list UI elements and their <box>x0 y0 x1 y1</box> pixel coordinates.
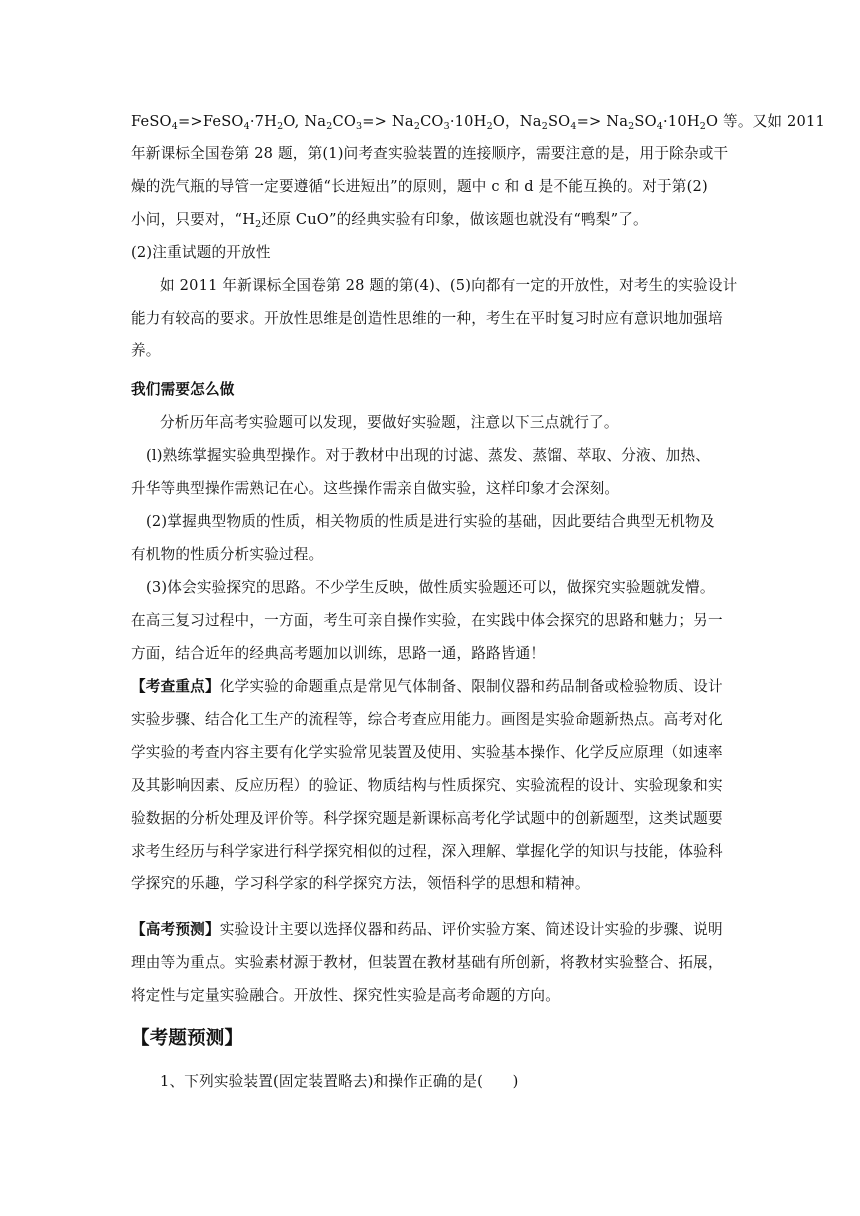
list-item-continuation: 方面，结合近年的经典高考题加以训练，思路一通，路路皆通！ <box>131 645 546 662</box>
forecast-paragraph: 【高考预测】实验设计主要以选择仪器和药品、评价实验方案、简述设计实验的步骤、说明 <box>131 921 723 938</box>
list-item-continuation: 有机物的性质分析实验过程。 <box>131 546 324 563</box>
forecast-label: 【高考预测】 <box>131 921 220 938</box>
subheading: (2)注重试题的开放性 <box>131 244 271 261</box>
paragraph-line: 养。 <box>131 342 161 359</box>
list-item-continuation: 升华等典型操作需熟记在心。这些操作需亲自做实验，这样印象才会深刻。 <box>131 480 620 497</box>
paragraph-line: 理由等为重点。实验素材源于教材，但装置在教材基础有所创新，将教材实验整合、拓展， <box>131 954 723 971</box>
paragraph-line: 实验步骤、结合化工生产的流程等，综合考查应用能力。画图是实验命题新热点。高考对化 <box>131 711 723 728</box>
focus-label: 【考查重点】 <box>131 678 220 695</box>
paragraph-line: 验数据的分析处理及评价等。科学探究题是新课标高考化学试题中的创新题型，这类试题要 <box>131 810 723 827</box>
question-1: 1、下列实验装置(固定装置略去)和操作正确的是( ) <box>160 1073 519 1090</box>
paragraph-line: 年新课标全国卷第 28 题，第(1)问考查实验装置的连接顺序，需要注意的是，用于除杂或干 <box>131 145 729 162</box>
list-item-continuation: 在高三复习过程中，一方面，考生可亲自操作实验，在实践中体会探究的思路和魅力；另一 <box>131 612 723 629</box>
paragraph-line: 小问，只要对，“$H_2$还原 CuO”的经典实验有印象，做该题也就没有“鸭梨”了。 <box>131 211 648 230</box>
paragraph-line: 燥的洗气瓶的导管一定要遵循“长进短出”的原则，题中 c 和 d 是不能互换的。对于第(2) <box>131 178 708 195</box>
list-item: (l)熟练掌握实验典型操作。对于教材中出现的讨滤、蒸发、蒸馏、萃取、分液、加热、 <box>146 447 711 464</box>
list-item: (3)体会实验探究的思路。不少学生反映，做性质实验题还可以，做探究实验题就发懵。 <box>146 579 715 596</box>
section-heading: 我们需要怎么做 <box>131 381 235 398</box>
paragraph-line: 求考生经历与科学家进行科学探究相似的过程，深入理解、掌握化学的知识与技能，体验科 <box>131 843 723 860</box>
paragraph-line: 分析历年高考实验题可以发现，要做好实验题，注意以下三点就行了。 <box>160 414 619 431</box>
paragraph-line: 如 2011 年新课标全国卷第 28 题的第(4)、(5)向都有一定的开放性，对考生的实验设计 <box>160 277 738 294</box>
formula-line: $FeSO_4=>FeSO_4\cdot 7H_2O$, $Na_2CO_3=> Na_2CO_3\cdot 10H_2O$，$Na_2SO_4=> Na_2SO_4\cdot 10H_2O$ 等。又如 2011 <box>131 113 825 132</box>
paragraph-line: 及其影响因素、反应历程）的验证、物质结构与性质探究、实验流程的设计、实验现象和实 <box>131 777 723 794</box>
paragraph-line: 学探究的乐趣，学习科学家的科学探究方法，领悟科学的思想和精神。 <box>131 875 590 892</box>
paragraph-line: 学实验的考查内容主要有化学实验常见装置及使用、实验基本操作、化学反应原理（如速率 <box>131 744 723 761</box>
list-item: (2)掌握典型物质的性质，相关物质的性质是进行实验的基础，因此要结合典型无机物及 <box>146 513 715 530</box>
focus-paragraph: 【考查重点】化学实验的命题重点是常见气体制备、限制仪器和药品制备或检验物质、设计 <box>131 678 723 695</box>
section-title: 【考题预测】 <box>131 1028 244 1049</box>
paragraph-line: 将定性与定量实验融合。开放性、探究性实验是高考命题的方向。 <box>131 987 561 1004</box>
paragraph-line: 能力有较高的要求。开放性思维是创造性思维的一种，考生在平时复习时应有意识地加强培 <box>131 310 723 327</box>
